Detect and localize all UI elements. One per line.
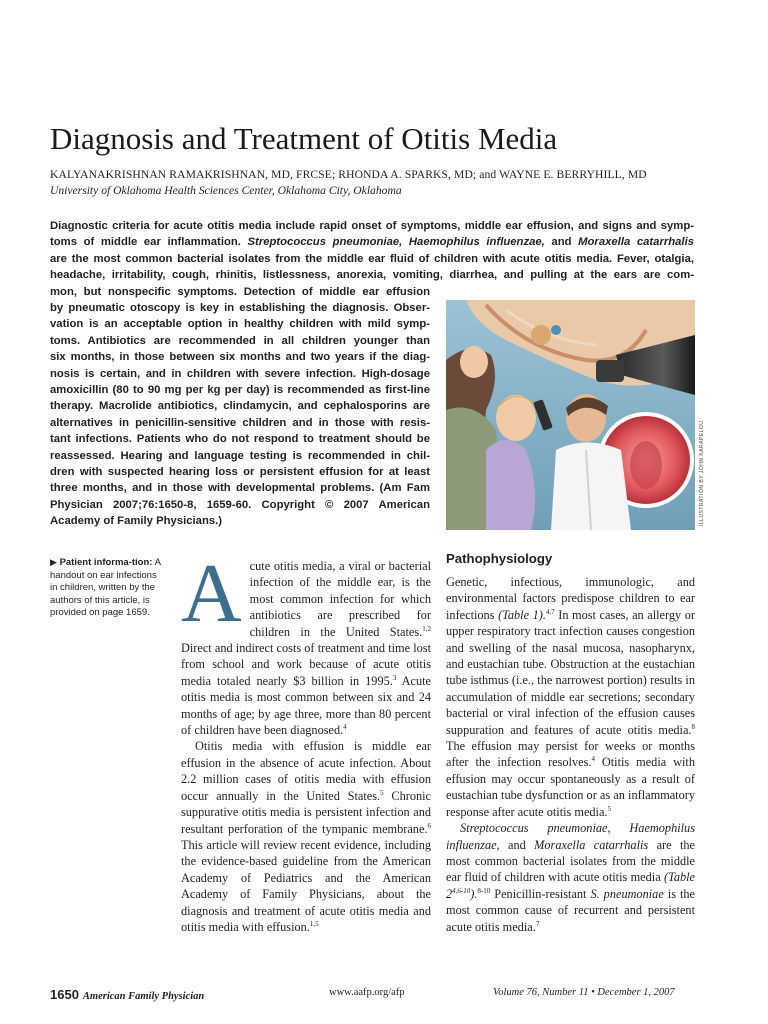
body-column-left	[181, 547, 431, 935]
illustration-graphic	[446, 300, 695, 530]
abstract-line: tant infections. Patients who do not respond to treatment should be	[50, 433, 430, 446]
section-heading-pathophysiology: Pathophysiology	[446, 551, 553, 566]
abstract-line: nosis is certain, and in children with severe infection. High-dosage	[50, 367, 430, 380]
abstract-line: reassessed. Hearing and language testing is recommended in chil-	[50, 449, 430, 462]
footer-page-info	[50, 987, 204, 1002]
abstract-line: alternatives in penicillin-sensitive children and in those with resis-	[50, 416, 430, 429]
sidenote-text: A handout on ear infections in children, written by the authors of this article, is provided on page 1659.	[50, 557, 161, 619]
author-affiliation: University of Oklahoma Health Sciences Center, Oklahoma City, Oklahoma	[50, 184, 402, 197]
abstract-line: Physician 2007;76:1650-8, 1659-60. Copyright © 2007 American	[50, 498, 430, 511]
abstract-line: six months, in those between six months and two years if the diag-	[50, 351, 430, 364]
abstract-line: Academy of Family Physicians.)	[50, 515, 223, 528]
footer-url: www.aafp.org/afp	[329, 987, 405, 998]
footer-issue: Volume 76, Number 11 • December 1, 2007	[493, 987, 675, 998]
sidenote-label: Patient informa-tion:	[59, 557, 153, 568]
page-number: 1650	[50, 987, 79, 1002]
pathophysiology-paragraph: Genetic, infectious, immunologic, and environmental factors predispose children to ear infections (Table 1).$^{4,7}$ In most cases, an allergy or upper respiratory tract infection causes congestion and swelling of the nasal mucosa, nasopharynx, and eustachian tube. Obstruction at the eustachian tube isthmus (i.e., the narrowest portion) results in accumulation of middle ear secretions; secondary bacterial or viral infection of the effusion causes suppuration and features of acute otitis media.$^8$ The effusion may persist for weeks or months after the infection resolves.$^4$ Otitis media with effusion may occur spontaneously as a result of eustachian tube dysfunction or as an inflammatory response after acute otitis media.$^5$	[446, 575, 695, 819]
abstract-line: three months, and in those with developmental problems. (Am Fam	[50, 482, 430, 495]
abstract-line: toms. Antibiotics are recommended in all children younger than	[50, 334, 430, 347]
table-2-reference: (Table 2$^{4,6-10}$).	[446, 870, 695, 901]
effusion-paragraph: Otitis media with effusion is middle ear effusion in the absence of acute infection. About 2.2 million cases of otitis media with effusion occur annually in the United States.$^5$ Chronic suppurative otitis media is persistent infection and resultant perforation of the tympanic membrane.$^6$ This article will review recent evidence, including the evidence-based guideline from the American Academy of Pediatrics and the American Academy of Family Physicians, about the diagnosis and treatment of acute otitis media and otitis media with effusion.$^{1,5}$	[181, 739, 431, 934]
abstract-line: dren with suspected hearing loss or persistent effusion for at least	[50, 466, 430, 478]
abstract-line: headache, irritability, cough, rhinitis, listlessness, anorexia, vomiting, diarrhea, and pulling at the ears are com-	[50, 269, 694, 282]
article-title: Diagnosis and Treatment of Otitis Media	[50, 121, 558, 156]
abstract-line: therapy. Macrolide antibiotics, clindamycin, and cephalosporins are	[50, 400, 430, 413]
table-1-reference: (Table 1).	[498, 607, 546, 622]
illustration-credit: ILLUSTRATION BY JOHN KARAPELOU	[699, 420, 705, 526]
triangle-marker-icon: ▶	[50, 557, 57, 567]
author-list: KALYANAKRISHNAN RAMAKRISHNAN, MD, FRCSE; RHONDA A. SPARKS, MD; and WAYNE E. BERRYHILL, MD	[50, 168, 647, 181]
body-column-right	[446, 574, 695, 935]
abstract-line: Diagnostic criteria for acute otitis media include rapid onset of symptoms, middle ear effusion, and signs and symp-	[50, 220, 694, 232]
intro-paragraph: Acute otitis media, a viral or bacterial infection of the middle ear, is the most common infection for which antibiotics are prescribed for children in the United States.$^{1,2}$ Direct and indirect costs of treatment and time lost from school and work because of acute otitis media totaled nearly $3 billion in 1995.$^3$ Acute otitis media is most common between six and 24 months of age; by age three, more than 80 percent of children have been diagnosed.$^4$	[181, 547, 431, 738]
abstract-line: vation is an acceptable option in healthy children with mild symp-	[50, 318, 430, 331]
abstract-line: amoxicillin (80 to 90 mg per kg per day) is recommended as first-line	[50, 384, 430, 396]
abstract-line: are the most common bacterial isolates from the middle ear fluid of children with acute otitis media. Fever, otalgia,	[50, 252, 694, 265]
patient-information-note	[50, 556, 166, 620]
drop-cap: A	[181, 547, 242, 640]
abstract-line: toms of middle ear inflammation. Streptococcus pneumoniae, Haemophilus influenzae, and Moraxella catarrhalis	[50, 236, 694, 249]
abstract-line: mon, but nonspecific symptoms. Detection of middle ear effusion	[50, 285, 430, 298]
abstract-line: by pneumatic otoscopy is key in establishing the diagnosis. Obser-	[50, 302, 430, 314]
bacteria-paragraph: Streptococcus pneumoniae, Haemophilus influenzae, and Moraxella catarrhalis are the most common bacterial isolates from the middle ear fluid of children with acute otitis media (Table 2$^{4,6-10}$).$^{8-10}$ Penicillin-resistant S. pneumoniae is the most common cause of recurrent and persistent acute otitis media.$^7$	[446, 821, 696, 934]
otoscopy-illustration	[446, 300, 695, 530]
journal-name: American Family Physician	[82, 991, 205, 1002]
